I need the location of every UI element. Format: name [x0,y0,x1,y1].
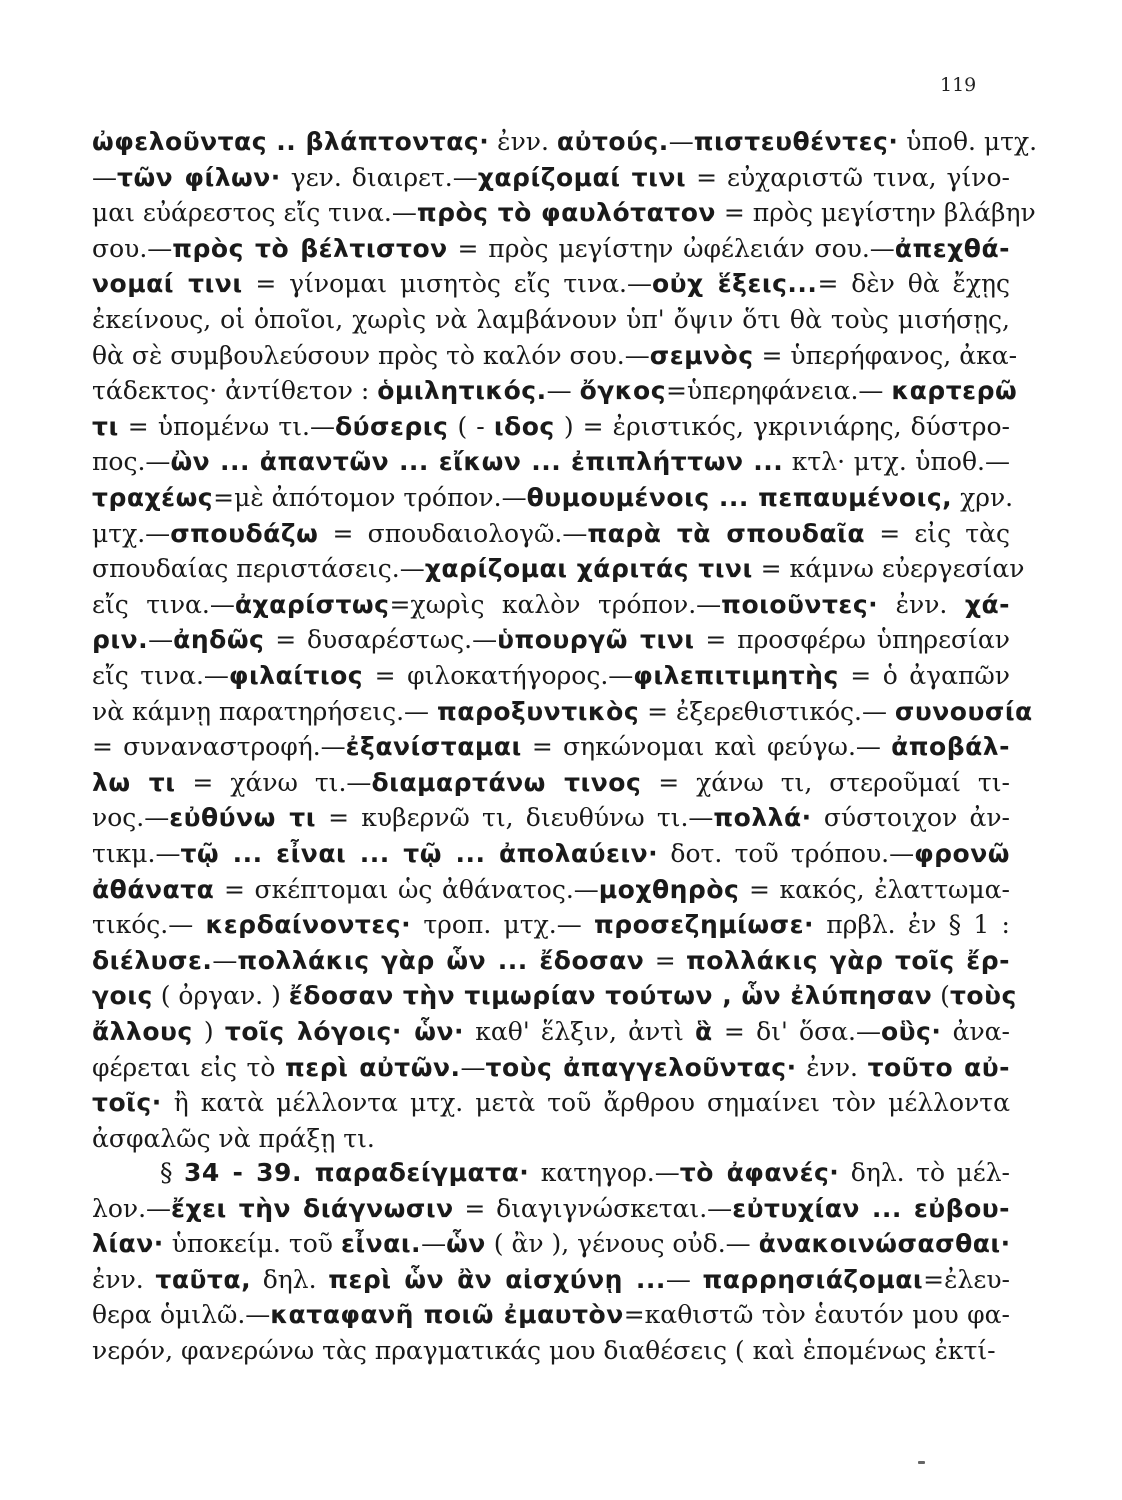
bold-term: ποιοῦντες· [721,589,879,619]
gloss-text: χρν. [952,483,1014,512]
text-line [92,910,1010,940]
text-line [92,412,1010,442]
gloss-text: πρβλ. ἐν § 1 : [814,910,1010,940]
text-line [92,696,1033,727]
bold-term: δύσερις [334,411,449,441]
text-line [92,376,1018,406]
gloss-text: δοτ. τοῦ τρόπου.— [658,839,915,868]
gloss-text: ἀσφαλῶς νὰ πράξῃ τι. [92,1123,375,1153]
text-line [92,946,1010,976]
gloss-text: θερα ὁμιλῶ.— [92,1300,271,1330]
text-line [92,483,1014,513]
bold-term: πιστευθέντες· [693,127,899,156]
gloss-text: μαι εὐάρεστος εἴς τινα.— [92,198,417,228]
gloss-text: ὑποθ. μτχ. [898,127,1038,156]
gloss-text: = σηκώνομαι καὶ φεύγω.— [521,732,892,762]
gloss-text: = εὐχαριστῶ τινα, γίνο- [686,162,1010,192]
gloss-text: =ἐλευ- [923,1264,1010,1294]
bold-term: σεμνὸς [649,340,754,370]
gloss-text: = συναναστροφή.— [92,732,346,762]
bold-term: ἔχει τὴν διάγνωσιν [171,1193,454,1223]
gloss-text: = εἰς τὰς [865,518,1010,548]
gloss-text: =χωρὶς καλὸν τρόπον.— [389,589,722,619]
text-line [92,127,1038,157]
bold-term: φρονῶ [914,839,1010,868]
bold-term: ταῦτα, [155,1264,252,1294]
gloss-text: σου.— [92,233,173,263]
gloss-text: = ὑπερήφανος, ἀκα- [753,340,1018,370]
text-line [92,1194,1010,1224]
gloss-text: = ἐξερεθιστικός.— [639,696,895,726]
text-line [92,981,1017,1011]
gloss-text: ( ὀργαν. ) [152,981,289,1011]
gloss-text: ( ἂν ), γένους οὐδ.— [485,1229,759,1259]
gloss-text: = πρὸς μεγίστην ὠφέλειάν σου.— [447,233,895,263]
gloss-text: σπουδαίας περιστάσεις.— [92,554,425,584]
bold-term: χά- [964,589,1010,619]
gloss-text: = δυσαρέστως.— [264,625,498,655]
bold-term: τοὺς [949,981,1017,1011]
gloss-text: = σκέπτομαι ὡς ἀθάνατος.— [214,874,599,904]
gloss-text: ἐνν. [92,1264,156,1294]
gloss-text: ἐνν. [796,1052,868,1082]
gloss-text: νερόν, φανερώνω τὰς πραγματικάς μου διαθέσεις ( καὶ ἑπομένως ἐκτί- [92,1336,996,1365]
bold-term: ὧν [446,1229,486,1259]
text-line [92,803,1010,833]
bold-term: πρὸς τὸ φαυλότατον [416,198,716,228]
bold-term: πρὸς τὸ βέλτιστον [172,233,448,263]
bold-term: τραχέως [92,483,214,512]
gloss-text: τικμ.— [92,839,181,868]
gloss-text: — [546,376,580,406]
gloss-text: — [665,1264,703,1294]
bold-term: ιδος [493,411,555,441]
bold-term: νομαί τινι [92,269,243,299]
bold-term: πολλά· [713,803,812,833]
gloss-text: = ὁ ἀγαπῶν [838,661,1010,690]
gloss-text: = γίνομαι μισητὸς εἴς τινα.— [242,269,652,299]
bold-term: ἀθάνατα [92,874,215,904]
bold-term: ἀπεχθά- [894,233,1010,263]
text-line [92,625,1010,655]
gloss-text: — [212,945,238,975]
bold-term: οὓς· [880,1017,942,1046]
gloss-text: ) = ἐριστικός, γκρινιάρης, δύστρο- [554,411,1010,441]
text-line [92,447,1010,477]
bold-term: καρτερῶ [891,376,1018,406]
gloss-text: μτχ.— [92,518,171,548]
text-line [92,1017,1010,1047]
text-line [92,590,1010,620]
bold-term: καταφανῆ ποιῶ ἐμαυτὸν [270,1300,624,1330]
bold-term: θυμουμένοις ... πεπαυμένοις, [526,483,953,512]
gloss-text: θὰ σὲ συμβουλεύσουν πρὸς τὸ καλόν σου.— [92,340,650,370]
bold-term: χαρίζομαι χάριτάς τινι [424,554,753,584]
gloss-text: εἴς τινα.— [92,661,229,690]
bold-term: φιλαίτιος [228,661,364,690]
gloss-text: — [668,127,694,156]
gloss-text: κτλ· μτχ. ὑποθ.— [783,447,1010,477]
text-line [92,269,1010,299]
bold-term: ἐξανίσταμαι [345,732,522,762]
gloss-text: τάδεκτος· ἀντίθετον : [92,376,378,406]
text-line [92,839,1010,869]
bold-term: διέλυσε. [92,945,213,975]
bold-term: οὐχ ἕξεις... [652,269,818,299]
gloss-text: = φιλοκατήγορος.— [363,661,634,690]
page-number: 119 [940,74,977,96]
gloss-text: τικός.— [92,910,206,940]
bold-term: πολλάκις γὰρ ὧν ... ἔδοσαν [237,945,645,975]
bold-term: τὸ ἀφανές· [679,1158,840,1187]
bold-term: τῷ ... εἶναι ... τῷ ... ἀπολαύειν· [180,839,659,868]
text-line [92,519,1010,549]
bold-term: τι [92,411,119,441]
gloss-text: = κακός, ἐλαττωμα- [739,874,1011,904]
text-line [92,1088,1010,1118]
gloss-text: ἢ κατὰ μέλλοντα μτχ. μετὰ τοῦ ἄρθρου σημαίνει τὸν μέλλοντα [161,1088,1010,1118]
gloss-text: γεν. διαιρετ.— [280,162,478,192]
bold-term: ριν. [92,625,149,655]
bold-term: ἀποβάλ- [891,732,1010,762]
gloss-text: = ὑπομένω τι.— [118,411,335,441]
bold-term: κερδαίνοντες· [205,910,412,940]
gloss-text: = χάνω τι, στεροῦμαί τι- [641,767,1010,797]
speck-mark [918,1461,925,1464]
text-line [92,661,1010,691]
gloss-text: = κάμνω εὐεργεσίαν [752,554,1025,584]
bold-term: ὠφελοῦντας .. βλάπτοντας· [92,127,490,156]
bold-term: ἄλλους [92,1017,193,1046]
bold-term: συνουσία [894,696,1033,726]
gloss-text: =ὑπερηφάνεια.— [666,376,892,406]
gloss-text: ) [192,1017,225,1046]
bold-term: σπουδάζω [170,518,319,548]
bold-term: παρρησιάζομαι [702,1264,924,1294]
gloss-text: δηλ. τὸ μέλ- [839,1158,1010,1187]
text-line [92,198,1036,228]
bold-term: λω τι [92,767,176,797]
bold-term: τοῦτο αὐ- [867,1052,1010,1082]
gloss-text: = κυβερνῶ τι, διευθύνω τι.— [315,803,714,833]
gloss-text: φέρεται εἰς τὸ [92,1052,286,1082]
bold-term: πολλάκις γὰρ τοῖς ἔρ- [686,945,1010,975]
bold-term: φιλεπιτιμητὴς [633,661,839,690]
gloss-text: ἀνα- [941,1017,1010,1046]
text-line [92,1300,1010,1330]
gloss-text: = σπουδαιολογῶ.— [318,518,588,548]
gloss-text: ( - [448,411,494,441]
gloss-text: ὑποκείμ. τοῦ [163,1229,341,1259]
bold-term: περὶ ὧν ἂν αἰσχύνῃ ... [328,1264,666,1294]
bold-term: ὢν ... ἀπαντῶν ... εἴκων ... ἐπιπλήττων ... [170,447,784,477]
gloss-text: καθ' ἕλξιν, ἀντὶ [464,1017,696,1046]
bold-term: τῶν φίλων· [117,162,281,192]
gloss-text: = δὲν θὰ ἔχῃς [817,269,1011,299]
gloss-text: = διαγιγνώσκεται.— [453,1193,733,1223]
bold-term: ἀνακοινώσασθαι· [758,1229,1011,1259]
bold-term: εὐτυχίαν ... εὐβου- [732,1193,1011,1223]
bold-term: τοῖς λόγοις· ὧν· [224,1017,465,1046]
bold-term: εὐθύνω τι [169,803,316,833]
text-line [92,1229,1010,1259]
bold-term: λίαν· [92,1229,164,1259]
gloss-text: πος.— [92,447,171,477]
gloss-text: λον.— [92,1193,172,1223]
text-line [92,1336,1010,1366]
gloss-text: =καθιστῶ τὸν ἑαυτόν μου φα- [623,1300,1010,1330]
bold-term: ἀχαρίστως [234,589,390,619]
gloss-text: — [148,625,174,655]
text-line [92,554,1025,584]
text-line [160,1158,1010,1188]
gloss-text: — [460,1052,486,1082]
bold-term: παρὰ τὰ σπουδαῖα [587,518,865,548]
bold-term: προσεζημίωσε· [593,910,814,940]
gloss-text: ἐκείνους, οἱ ὁποῖοι, χωρὶς νὰ λαμβάνουν ὑπ' ὄψιν ὅτι θὰ τοὺς μισήσῃς, [92,305,1010,334]
text-line [92,1124,1010,1154]
gloss-text: εἴς τινα.— [92,589,235,619]
gloss-text: ( [932,981,950,1011]
gloss-text: =μὲ ἀπότομον τρόπον.— [213,483,527,512]
bold-term: γοις [92,981,153,1011]
bold-term: αὐτούς. [556,127,669,156]
gloss-text: = [644,945,687,975]
bold-term: ἃ [695,1017,713,1046]
gloss-text: ἐνν. [878,589,965,619]
text-line [92,163,1010,193]
gloss-text: = πρὸς μεγίστην βλάβην [715,198,1036,228]
gloss-text: = δι' ὅσα.— [712,1017,881,1046]
bold-term: μοχθηρὸς [598,874,740,904]
gloss-text: = προσφέρω ὑπηρεσίαν [694,625,1010,655]
bold-term: ἔδοσαν τὴν τιμωρίαν τούτων , ὧν ἐλύπησαν [288,981,933,1011]
bold-term: τοὺς ἀπαγγελοῦντας· [485,1052,797,1082]
bold-term: 34 - 39. παραδείγματα· [184,1158,530,1187]
bold-term: τοῖς· [92,1088,162,1118]
gloss-text: σύστοιχον ἀν- [811,803,1010,833]
bold-term: ὄγκος [579,376,667,406]
text-line [92,234,1010,264]
gloss-text: — [92,162,117,192]
text-line [92,768,1010,798]
text-line [92,1053,1010,1083]
text-line [92,875,1010,905]
gloss-text: — [421,1229,447,1259]
bold-term: διαμαρτάνω τινος [371,767,642,797]
text-line [92,340,1018,371]
bold-term: ὁμιλητικός. [377,376,547,406]
gloss-text: = χάνω τι.— [175,767,372,797]
bold-term: ὑπουργῶ τινι [497,625,695,655]
gloss-text: νος.— [92,803,170,833]
gloss-text: δηλ. [251,1264,329,1294]
bold-term: ἀηδῶς [173,625,265,655]
bold-term: περὶ αὐτῶν. [285,1052,461,1082]
gloss-text: κατηγορ.— [529,1158,680,1187]
bold-term: εἶναι. [340,1229,422,1259]
gloss-text: ἐνν. [489,127,557,156]
text-line [92,305,1010,335]
bold-term: παροξυντικὸς [437,696,640,726]
bold-term: χαρίζομαί τινι [477,162,687,192]
gloss-text: νὰ κάμνῃ παρατηρήσεις.— [92,696,437,726]
gloss-text: § [160,1158,184,1187]
text-line [92,1265,1010,1295]
text-line [92,732,1010,762]
gloss-text: τροπ. μτχ.— [411,910,594,940]
